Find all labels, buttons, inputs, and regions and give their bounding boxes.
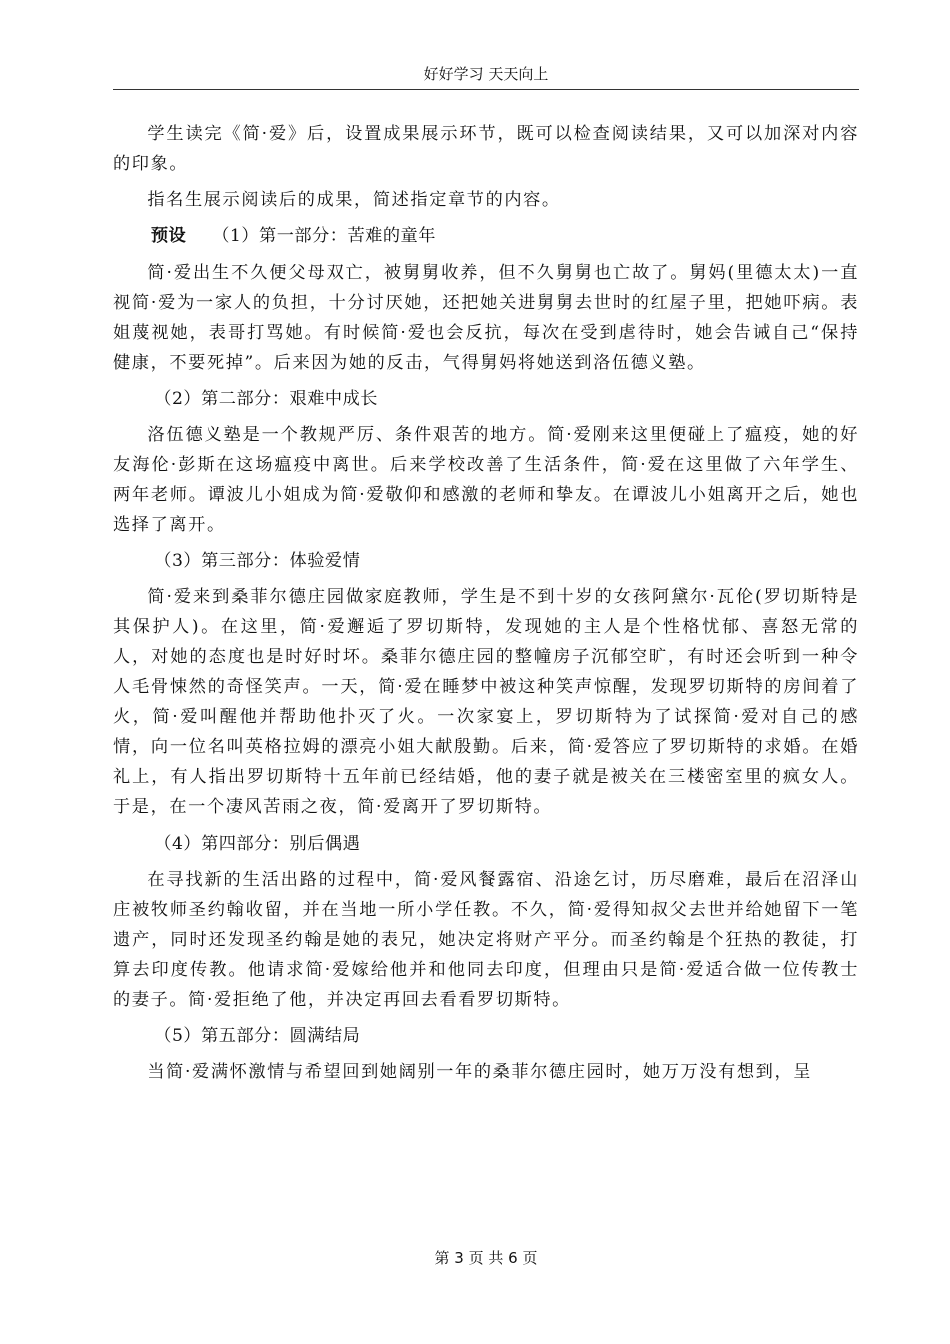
- section-heading-3: （3）第三部分：体验爱情: [154, 551, 361, 572]
- section-2-text: 洛伍德义塾是一个教规严厉、条件艰苦的地方。简·爱刚来这里便碰上了瘟疫，她的好友海伦·彭斯在这场瘟疫中离世。后来学校改善了生活条件，简·爱在这里做了六年学生、两年老师。谭波儿小姐成为简·爱敬仰和感激的老师和挚友。在谭波儿小姐离开之后，她也选择了离开。: [113, 424, 859, 535]
- intro-paragraph: 学生读完《简·爱》后，设置成果展示环节，既可以检查阅读结果，又可以加深对内容的印象。: [113, 124, 859, 174]
- section-heading-2: （2）第二部分：艰难中成长: [154, 388, 378, 409]
- section-1-text: 简·爱出生不久便父母双亡，被舅舅收养，但不久舅舅也亡故了。舅妈(里德太太)一直视简·爱为一家人的负担，十分讨厌她，还把她关进舅舅去世时的红屋子里，把她吓病。表姐蔑视她，表哥打骂她。有时候简·爱也会反抗，每次在受到虐待时，她会告诫自己“保持健康，不要死掉”。后来因为她的反击，气得舅妈将她送到洛伍德义塾。: [113, 262, 859, 373]
- instruction-paragraph: 指名生展示阅读后的成果，简述指定章节的内容。: [147, 190, 561, 211]
- document-body: [113, 119, 859, 1093]
- preset-label: 预设: [150, 226, 187, 247]
- section-heading-1: （1）第一部分：苦难的童年: [212, 226, 436, 247]
- section-heading-5: （5）第五部分：圆满结局: [154, 1025, 361, 1046]
- section-5-text: 当简·爱满怀激情与希望回到她阔别一年的桑菲尔德庄园时，她万万没有想到，呈: [147, 1062, 813, 1083]
- section-heading-4: （4）第四部分：别后偶遇: [154, 833, 361, 854]
- header-divider: [113, 89, 859, 90]
- preset-line: [113, 221, 859, 251]
- section-4-text: 在寻找新的生活出路的过程中，简·爱风餐露宿、沿途乞讨，历尽磨难，最后在沼泽山庄被牧师圣约翰收留，并在当地一所小学任教。不久，简·爱得知叔父去世并给她留下一笔遗产，同时还发现圣约翰是她的表兄，她决定将财产平分。而圣约翰是个狂热的教徒，打算去印度传教。他请求简·爱嫁给他并和他同去印度，但理由只是简·爱适合做一位传教士的妻子。简·爱拒绝了他，并决定再回去看看罗切斯特。: [113, 869, 859, 1010]
- page-footer: 第 3 页 共 6 页: [434, 1249, 538, 1267]
- page-header: 好好学习 天天向上: [423, 65, 549, 83]
- section-3-text: 简·爱来到桑菲尔德庄园做家庭教师，学生是不到十岁的女孩阿黛尔·瓦伦(罗切斯特是其保护人)。在这里，简·爱邂逅了罗切斯特，发现她的主人是个性格忧郁、喜怒无常的人，对她的态度也是时好时坏。桑菲尔德庄园的整幢房子沉郁空旷，有时还会听到一种令人毛骨悚然的奇怪笑声。一天，简·爱在睡梦中被这种笑声惊醒，发现罗切斯特的房间着了火，简·爱叫醒他并帮助他扑灭了火。一次家宴上，罗切斯特为了试探简·爱对自己的感情，向一位名叫英格拉姆的漂亮小姐大献殷勤。后来，简·爱答应了罗切斯特的求婚。在婚礼上，有人指出罗切斯特十五年前已经结婚，他的妻子就是被关在三楼密室里的疯女人。于是，在一个凄风苦雨之夜，简·爱离开了罗切斯特。: [113, 587, 859, 818]
